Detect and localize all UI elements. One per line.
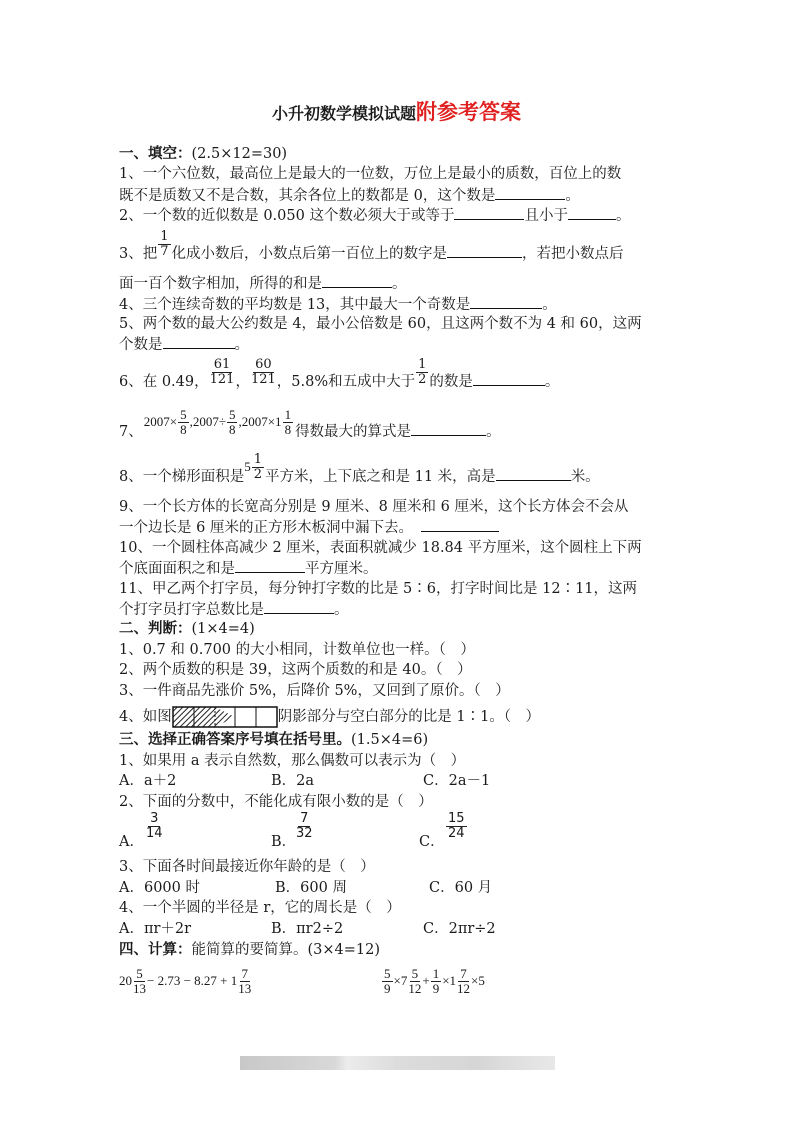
option-b[interactable]: B．600 周 [275,880,347,896]
q3-line1: 3、把 $\frac{1}{7}$ 化成小数后，小数点后第一百位上的数字是 ，若把小数点后 [119,228,624,262]
section4-heading: 四、计算：能简算的要简算。(3×4=12) [119,942,381,958]
judge-q2: 2、两个质数的积是 39，这两个质数的和是 40。（ ） [119,662,472,678]
expression: 2007× $\frac{5}{8}$ ,2007÷ $\frac{5}{8}$ ,2007×1 $\frac{1}{8}$ [143,406,292,437]
option-a[interactable]: A．6000 时 [119,880,200,896]
q11-line1: 11、甲乙两个打字员，每分钟打字数的比是 5∶6，打字时间比是 12∶11，这两 [119,581,638,597]
answer-blank[interactable] [264,599,334,614]
q10-line2: 个底面面积之和是 平方厘米。 [119,558,378,579]
answer-blank[interactable] [495,185,565,200]
q4-line: 4、三个连续奇数的平均数是 13，其中最大一个奇数是 。 [119,294,557,315]
judge-q4: 4、如图 阴影部分与空白部分的比是 1∶1。（ ） [119,705,540,729]
fraction: $\frac{7}{32}$ [296,811,313,841]
fraction: $\frac{61}{121}$ [209,356,235,387]
q9-line1: 9、一个长方体的长宽高分别是 9 厘米、8 厘米和 6 厘米，这个长方体会不会从 [119,499,629,515]
fraction: $\frac{60}{121}$ [250,356,276,387]
q1-line1: 1、一个六位数，最高位上是最大的一位数，万位上是最小的质数，百位上的数 [119,166,622,182]
answer-blank[interactable] [421,517,499,532]
option-c[interactable]: C．2πr÷2 [423,921,496,937]
fraction: $\frac{3}{14}$ [146,811,163,841]
title-main: 小升初数学模拟试题 [271,104,416,123]
answer-blank[interactable] [235,558,305,573]
option-c[interactable]: C．2a－1 [423,773,491,789]
q3-line2: 面一百个数字相加，所得的和是 。 [119,273,407,294]
judge-q1: 1、0.7 和 0.700 的大小相同，计数单位也一样。（ ） [119,642,475,658]
option-a[interactable]: A．πr＋2r [119,921,192,937]
section1-heading: 一、填空：(2.5×12=30) [119,146,288,162]
fraction: $\frac{1}{2}$ [418,356,427,387]
option-b[interactable]: B．2a [271,773,315,789]
q5-line2: 个数是 。 [119,334,249,355]
calc-expression-1: 20 $\frac{5}{13}$ − 2.73 − 8.27 + 1 $\frac{7}{13}$ [119,965,252,996]
q7-line: 7、 2007× $\frac{5}{8}$ ,2007÷ $\frac{5}{8}$ ,2007×1 $\frac{1}{8}$ 得数最大的算式是 。 [119,406,501,440]
q8-line: 8、一个梯形面积是5 $\frac{1}{2}$ 平方米，上下底之和是 11 米，高是 米。 [119,451,600,485]
answer-blank[interactable] [454,205,524,220]
q5-line1: 5、两个数的最大公约数是 4，最小公倍数是 60，且这两个数不为 4 和 60，这两 [119,316,642,332]
option-a[interactable]: A． [119,834,144,850]
option-c[interactable]: C．60 月 [429,880,493,896]
option-c[interactable]: C． [419,834,445,850]
choice-q1: 1、如果用 a 表示自然数，那么偶数可以表示为（ ） [119,753,466,769]
answer-blank[interactable] [568,205,616,220]
section3-heading: 三、选择正确答案序号填在括号里。(1.5×4=6) [119,732,429,748]
choice-q2-options [119,810,619,854]
option-b[interactable]: B．πr2÷2 [271,921,344,937]
q9-line2: 一个边长是 6 厘米的正方形木板洞中漏下去。 [119,517,499,538]
q11-line2: 个打字员打字总数比是 。 [119,599,349,620]
answer-blank[interactable] [322,273,392,288]
choice-q4: 4、一个半圆的半径是 r，它的周长是（ ） [119,900,401,916]
answer-blank[interactable] [470,294,542,309]
q1-line2: 既不是质数又不是合数，其余各位上的数都是 0，这个数是 。 [119,185,580,206]
q2-line: 2、一个数的近似数是 0.050 这个数必须大于或等于 且小于 。 [119,205,630,226]
q6-line: 6、在 0.49， $\frac{61}{121}$ ， $\frac{60}{121}$ ，5.8%和五成中大于 $\frac{1}{2}$ 的数是 。 [119,356,560,390]
q10-line1: 10、一个圆柱体高减少 2 厘米，表面积就减少 18.84 平方厘米，这个圆柱上下两 [119,540,642,556]
answer-blank[interactable] [473,371,545,386]
section2-heading: 二、判断：(1×4=4) [119,621,255,637]
answer-blank[interactable] [411,421,486,436]
page-title [0,96,793,126]
answer-blank[interactable] [447,243,522,258]
title-answer-note: 附参考答案 [416,100,521,124]
option-a[interactable]: A．a＋2 [119,773,177,789]
calc-expression-2: $\frac{5}{9}$ ×7 $\frac{5}{12}$ + $\frac{1}{9}$ ×1 $\frac{7}{12}$ ×5 [384,965,485,996]
choice-q3: 3、下面各时间最接近你年龄的是（ ） [119,859,375,875]
fraction: $\frac{15}{24}$ [448,811,465,841]
choice-q2: 2、下面的分数中，不能化成有限小数的是（ ） [119,794,433,810]
judge-q3: 3、一件商品先涨价 5%，后降价 5%，又回到了原价。（ ） [119,683,510,699]
answer-blank[interactable] [496,466,571,481]
option-b[interactable]: B． [271,834,297,850]
shaded-bar-figure [172,706,278,728]
blurred-footer-bar [240,1056,555,1070]
fraction: $\frac{1}{2}$ [253,451,263,482]
fraction: $\frac{1}{7}$ [160,228,169,259]
answer-blank[interactable] [163,334,235,349]
